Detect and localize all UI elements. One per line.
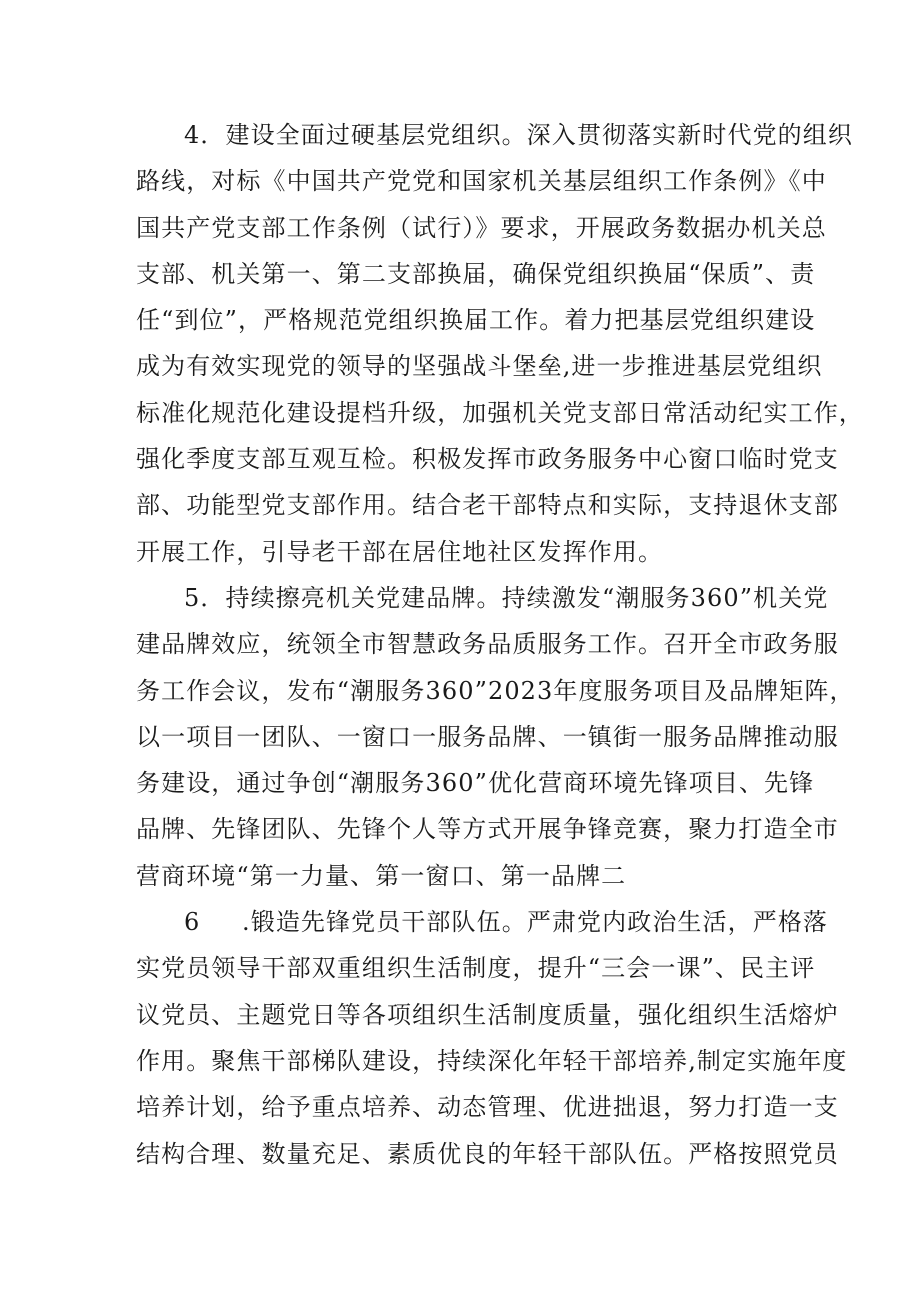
text-line: 标准化规范化建设提档升级，加强机关党支部日常活动纪实工作，: [136, 398, 864, 427]
text-line: 实党员领导干部双重组织生活制度，提升“三会一课”、民主评: [136, 954, 816, 983]
text-line: 4．建设全面过硬基层党组织。深入贯彻落实新时代党的组织: [184, 121, 853, 149]
text-line: 5．持续擦亮机关党建品牌。持续激发“潮服务360”机关党: [184, 583, 829, 612]
text-line: 结构合理、数量充足、素质优良的年轻干部队伍。严格按照党员: [136, 1139, 839, 1168]
text-line: [136, 899, 829, 945]
text-line: 部、功能型党支部作用。结合老干部特点和实际，支持退休支部: [136, 491, 839, 520]
text-line: 营商环境“第一力量、第一窗口、第一品牌二: [136, 861, 627, 890]
text-line: 国共产党支部工作条例（试行）》要求，开展政务数据办机关总: [136, 213, 827, 242]
text-line: 务工作会议，发布“潮服务360”2023年度服务项目及品牌矩阵，: [136, 676, 855, 705]
text-line: 品牌、先锋团队、先锋个人等方式开展争锋竞赛，聚力打造全市: [136, 815, 839, 844]
text-line: 培养计划，给予重点培养、动态管理、优进拙退，努力打造一支: [136, 1093, 839, 1122]
text-line: 以一项目一团队、一窗口一服务品牌、一镇街一服务品牌推动服: [136, 722, 839, 751]
text-line: 议党员、主题党日等各项组织生活制度质量，强化组织生活熔炉: [136, 1000, 839, 1029]
text-line: 开展工作，引导老干部在居住地社区发挥作用。: [136, 537, 664, 566]
text-line: 建品牌效应，统领全市智慧政务品质服务工作。召开全市政务服: [136, 630, 839, 659]
text-line: 支部、机关第一、第二支部换届，确保党组织换届“保质”、责: [136, 259, 816, 288]
text-line: 路线，对标《中国共产党党和国家机关基层组织工作条例》《中: [136, 167, 827, 196]
text-line: 任“到位”，严格规范党组织换届工作。着力把基层党组织建设: [136, 306, 816, 335]
document-body: [136, 112, 864, 1177]
text-line: 强化季度支部互观互检。积极发挥市政务服务中心窗口临时党支: [136, 445, 839, 474]
text-line: 务建设，通过争创“潮服务360”优化营商环境先锋项目、先锋: [136, 769, 815, 798]
text-line-rest: .锻造先锋党员干部队伍。严肃党内政治生活，严格落: [242, 908, 829, 937]
paragraph-number: 6: [184, 908, 201, 937]
text-line: 成为有效实现党的领导的坚强战斗堡垒,进一步推进基层党组织: [136, 352, 823, 381]
text-line: 作用。聚焦干部梯队建设，持续深化年轻干部培养,制定实施年度: [136, 1046, 848, 1075]
